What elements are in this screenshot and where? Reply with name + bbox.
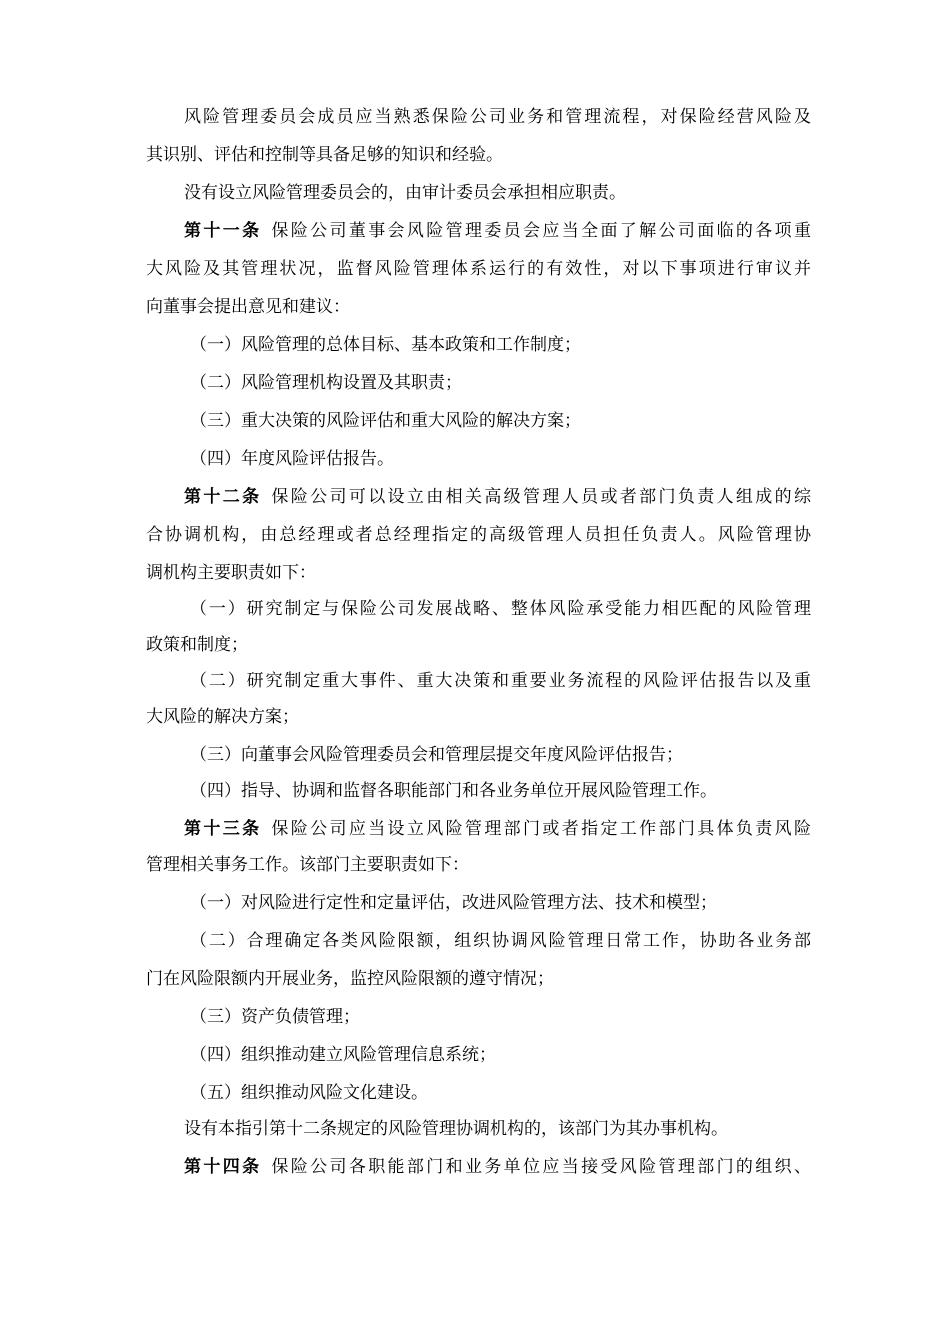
article-12-line bbox=[146, 484, 811, 510]
text-line: 调机构主要职责如下： bbox=[146, 563, 316, 583]
article-heading: 第十一条 bbox=[184, 221, 262, 241]
article-11-line bbox=[146, 218, 811, 244]
article-heading: 第十四条 bbox=[184, 1157, 262, 1177]
text-line: 门在风险限额内开展业务，监控风险限额的遵守情况； bbox=[146, 969, 554, 989]
text-segment: 保险公司应当设立风险管理部门或者指定工作部门具体负责风险 bbox=[271, 819, 812, 839]
list-item: （一）对风险进行定性和定量评估，改进风险管理方法、技术和模型； bbox=[190, 893, 717, 913]
article-13-line bbox=[146, 816, 811, 842]
text-segment: 保险公司董事会风险管理委员会应当全面了解公司面临的各项重 bbox=[271, 221, 812, 241]
list-item: （五）组织推动风险文化建设。 bbox=[190, 1083, 428, 1103]
text-line: 设有本指引第十二条规定的风险管理协调机构的，该部门为其办事机构。 bbox=[184, 1119, 728, 1139]
text-line: 大风险的解决方案； bbox=[146, 707, 299, 727]
text-line: 合协调机构，由总经理或者总经理指定的高级管理人员担任负责人。风险管理协 bbox=[146, 525, 811, 545]
text-segment: 保险公司各职能部门和业务单位应当接受风险管理部门的组织、 bbox=[271, 1157, 812, 1177]
list-item: （一）研究制定与保险公司发展战略、整体风险承受能力相匹配的风险管理 bbox=[190, 599, 811, 619]
list-item: （一）风险管理的总体目标、基本政策和工作制度； bbox=[190, 335, 581, 355]
list-item: （二）研究制定重大事件、重大决策和重要业务流程的风险评估报告以及重 bbox=[190, 671, 811, 691]
list-item: （四）年度风险评估报告。 bbox=[190, 449, 394, 469]
text-line: 管理相关事务工作。该部门主要职责如下： bbox=[146, 855, 469, 875]
article-14-line bbox=[146, 1154, 811, 1180]
text-line: 其识别、评估和控制等具备足够的知识和经验。 bbox=[146, 145, 503, 165]
list-item: （三）向董事会风险管理委员会和管理层提交年度风险评估报告； bbox=[190, 745, 683, 765]
text-line: 风险管理委员会成员应当熟悉保险公司业务和管理流程，对保险经营风险及 bbox=[184, 107, 811, 127]
text-segment: 保险公司可以设立由相关高级管理人员或者部门负责人组成的综 bbox=[271, 487, 812, 507]
list-item: （三）资产负债管理； bbox=[190, 1007, 360, 1027]
article-heading: 第十二条 bbox=[184, 487, 262, 507]
list-item: （二）风险管理机构设置及其职责； bbox=[190, 373, 462, 393]
text-line: 向董事会提出意见和建议： bbox=[146, 297, 350, 317]
text-line: 政策和制度； bbox=[146, 635, 248, 655]
list-item: （四）指导、协调和监督各职能部门和各业务单位开展风险管理工作。 bbox=[190, 781, 717, 801]
list-item: （四）组织推动建立风险管理信息系统； bbox=[190, 1045, 496, 1065]
list-item: （二）合理确定各类风险限额，组织协调风险管理日常工作，协助各业务部 bbox=[190, 931, 811, 951]
list-item: （三）重大决策的风险评估和重大风险的解决方案； bbox=[190, 411, 581, 431]
text-line: 大风险及其管理状况，监督风险管理体系运行的有效性，对以下事项进行审议并 bbox=[146, 259, 811, 279]
article-heading: 第十三条 bbox=[184, 819, 262, 839]
text-line: 没有设立风险管理委员会的，由审计委员会承担相应职责。 bbox=[184, 183, 626, 203]
